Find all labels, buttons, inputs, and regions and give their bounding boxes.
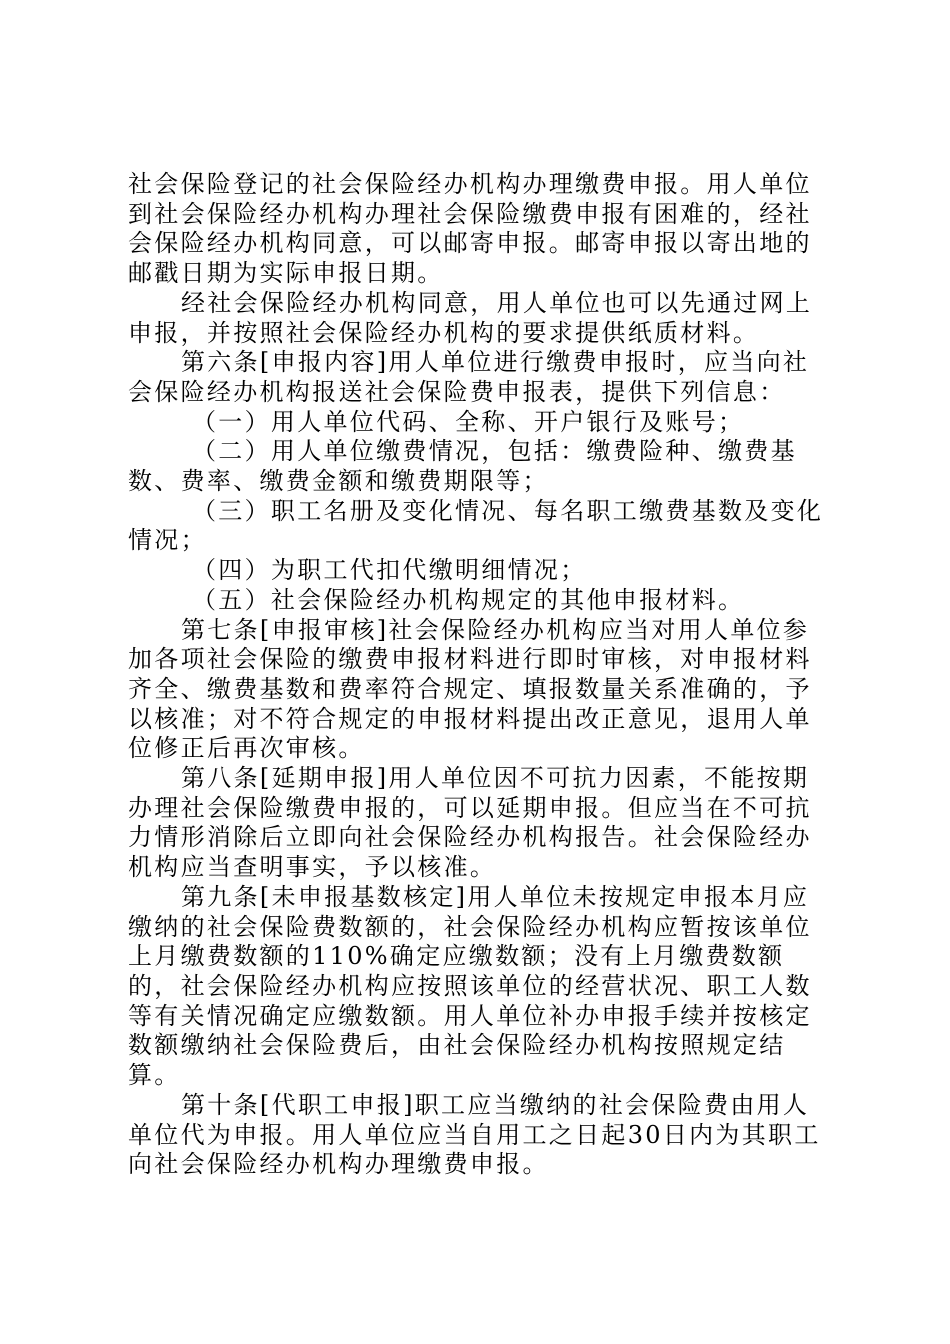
article-9-undeclared-base: 第九条[未申报基数核定]用人单位未按规定申报本月应缴纳的社会保险费数额的，社会保险经办机构应暂按该单位上月缴费数额的110%确定应缴数额；没有上月缴费数额的，社会保险经办机构应按照该单位的经营状况、职工人数等有关情况确定应缴数额。用人单位补办申报手续并按核定数额缴纳社会保险费后，由社会保险经办机构按照规定结算。 [128,882,812,1090]
article-10-employee-declaration: 第十条[代职工申报]职工应当缴纳的社会保险费由用人单位代为申报。用人单位应当自用工之日起30日内为其职工向社会保险经办机构办理缴费申报。 [128,1090,821,1179]
paragraph-online-declaration: 经社会保险经办机构同意，用人单位也可以先通过网上申报，并按照社会保险经办机构的要求提供纸质材料。 [128,288,813,347]
list-item-2: （二）用人单位缴费情况，包括：缴费险种、缴费基数、费率、缴费金额和缴费期限等； [128,437,797,496]
list-item-3: （三）职工名册及变化情况、每名职工缴费基数及变化情况； [128,496,824,555]
list-item-5: （五）社会保险经办机构规定的其他申报材料。 [192,585,745,614]
article-8-deferred-declaration: 第八条[延期申报]用人单位因不可抗力因素，不能按期办理社会保险缴费申报的，可以延期申报。但应当在不可抗力情形消除后立即向社会保险经办机构报告。社会保险经办机构应当查明事实，予以核准。 [128,764,812,882]
list-item-1: （一）用人单位代码、全称、开户银行及账号； [192,407,745,436]
list-item-4: （四）为职工代扣代缴明细情况； [192,556,587,585]
article-7-declaration-review: 第七条[申报审核]社会保险经办机构应当对用人单位参加各项社会保险的缴费申报材料进行即时审核，对申报材料齐全、缴费基数和费率符合规定、填报数量关系准确的，予以核准；对不符合规定的申报材料提出改正意见，退用人单位修正后再次审核。 [128,615,812,763]
paragraph-continuation: 社会保险登记的社会保险经办机构办理缴费申报。用人单位到社会保险经办机构办理社会保险缴费申报有困难的，经社会保险经办机构同意，可以邮寄申报。邮寄申报以寄出地的邮戳日期为实际申报日期。 [128,170,812,288]
article-6-declaration-content: 第六条[申报内容]用人单位进行缴费申报时，应当向社会保险经办机构报送社会保险费申报表，提供下列信息： [128,348,810,406]
document-body [128,170,828,1180]
